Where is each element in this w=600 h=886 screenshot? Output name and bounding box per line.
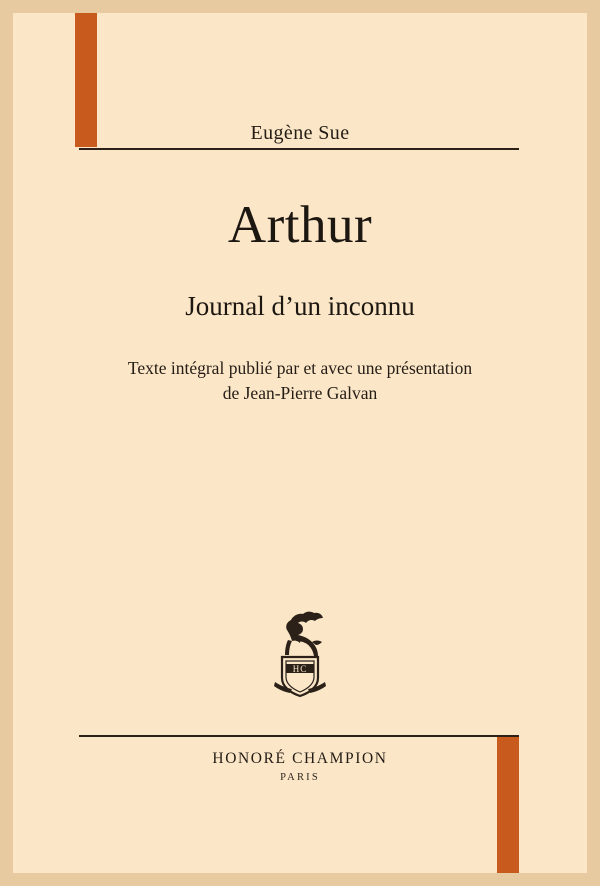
author-name: Eugène Sue [250,122,350,144]
publisher-name: HONORÉ CHAMPION [212,750,388,767]
credit-line-2: de Jean-Pierre Galvan [222,383,378,404]
svg-text:HC: HC [292,664,308,674]
credit-block [0,356,600,407]
divider-top [79,148,519,150]
publisher-city: PARIS [280,772,320,783]
credit-line-1: Texte intégral publié par et avec une présentation [127,358,473,378]
publisher-logo-icon [257,602,343,698]
book-title: Arthur [227,196,373,254]
book-subtitle: Journal d’un inconnu [185,291,415,321]
divider-bottom [79,735,519,737]
